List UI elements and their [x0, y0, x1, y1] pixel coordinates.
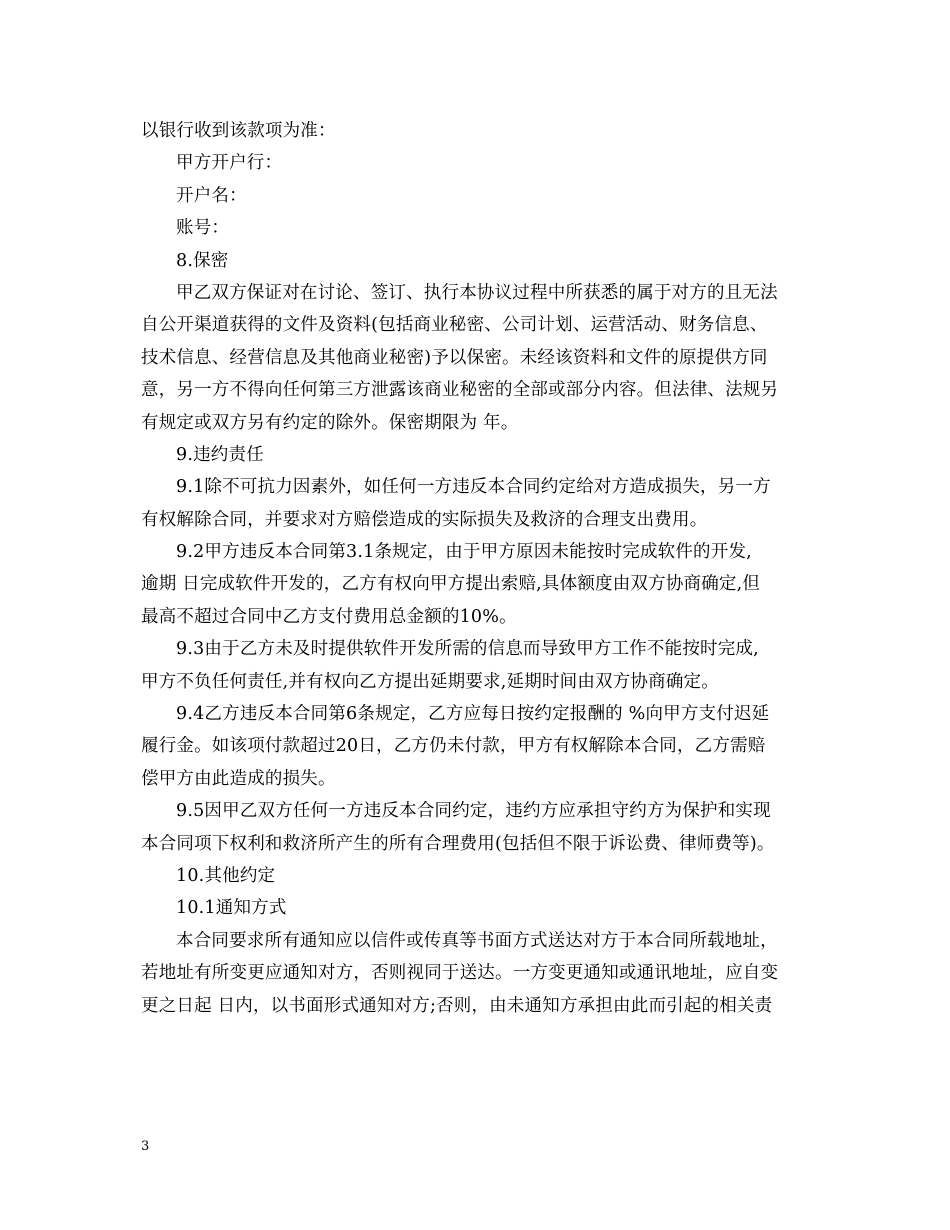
text-line: 意，另一方不得向任何第三方泄露该商业秘密的全部或部分内容。但法律、法规另 [141, 380, 779, 401]
text-line: 甲方不负任何责任,并有权向乙方提出延期要求,延期时间由双方协商确定。 [141, 671, 719, 692]
text-line: 8.保密 [176, 250, 229, 271]
text-line: 偿甲方由此造成的损失。 [141, 768, 336, 789]
text-line: 9.4乙方违反本合同第6条规定，乙方应每日按约定报酬的 %向甲方支付迟延 [176, 704, 770, 725]
text-line: 本合同项下权利和救济所产生的所有合理费用(包括但不限于诉讼费、律师费等)。 [141, 833, 775, 854]
text-line: 若地址有所变更应通知对方，否则视同于送达。一方变更通知或通讯地址，应自变 [141, 963, 779, 984]
page-number: 3 [141, 1139, 150, 1154]
text-line: 履行金。如该项付款超过20日，乙方仍未付款，甲方有权解除本合同，乙方需赔 [141, 736, 766, 757]
contract-body-text [141, 115, 811, 1022]
text-line: 账号： [176, 218, 230, 239]
text-line: 9.5因甲乙双方任何一方违反本合同约定，违约方应承担守约方为保护和实现 [176, 801, 771, 822]
text-line: 9.违约责任 [176, 444, 264, 465]
text-line: 最高不超过合同中乙方支付费用总金额的10%。 [141, 606, 517, 627]
text-line: 以银行收到该款项为准： [141, 121, 336, 141]
text-line: 更之日起 日内，以书面形式通知对方;否则，由未通知方承担由此而引起的相关责 [141, 995, 773, 1016]
text-line: 10.其他约定 [176, 865, 276, 886]
text-line: 有规定或双方另有约定的除外。保密期限为 年。 [141, 412, 519, 433]
text-line: 10.1通知方式 [176, 898, 287, 919]
text-line: 9.3由于乙方未及时提供软件开发所需的信息而导致甲方工作不能按时完成, [176, 639, 759, 660]
text-line: 9.1除不可抗力因素外，如任何一方违反本合同约定给对方造成损失，另一方 [176, 477, 771, 498]
text-line: 甲方开户行： [176, 153, 283, 174]
text-line: 自公开渠道获得的文件及资料(包括商业秘密、公司计划、运营活动、财务信息、 [141, 315, 768, 336]
text-line: 开户名： [176, 185, 247, 206]
text-line: 逾期 日完成软件开发的，乙方有权向甲方提出索赔,具体额度由双方协商确定,但 [141, 574, 761, 595]
text-line: 甲乙双方保证对在讨论、签订、执行本协议过程中所获悉的属于对方的且无法 [176, 282, 778, 303]
text-line: 有权解除合同，并要求对方赔偿造成的实际损失及救济的合理支出费用。 [141, 509, 708, 530]
text-line: 本合同要求所有通知应以信件或传真等书面方式送达对方于本合同所载地址， [176, 930, 778, 951]
text-line: 技术信息、经营信息及其他商业秘密)予以保密。未经该资料和文件的原提供方同 [141, 347, 768, 368]
text-line: 9.2甲方违反本合同第3.1条规定，由于甲方原因未能按时完成软件的开发, [176, 542, 752, 563]
